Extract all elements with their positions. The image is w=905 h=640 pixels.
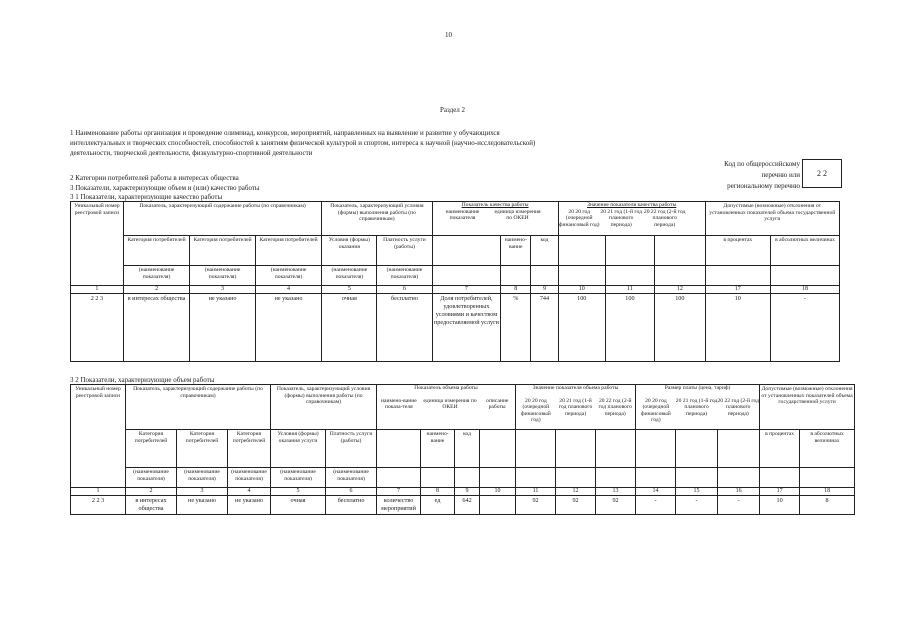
num-cell: 3 <box>190 286 255 294</box>
col-volume <box>377 385 516 430</box>
cat-1: Категория потребителей <box>126 430 177 468</box>
work-name-line2: интеллектуальных и творческих способностей, способностей к занятиям физической культурой и спортом, интереса к научной (научно-исследовательской) <box>70 139 536 147</box>
num-cell: 8 <box>421 488 455 496</box>
quality-label: Показатель качества работы <box>461 202 529 208</box>
row-cell: 92 <box>516 496 556 515</box>
row-cell: 642 <box>455 496 480 515</box>
cat-1: Категория потребителей <box>123 236 190 266</box>
year-3: 20 22 год (2-й год планового периода) <box>643 208 686 228</box>
row-cell <box>480 496 516 515</box>
col-content: Показатель, характеризующий содержание работы (по справочникам) <box>123 202 322 236</box>
row-cell: - <box>718 496 760 515</box>
volume-table <box>70 384 855 515</box>
nm-5: (наименование показателя) <box>377 266 432 286</box>
volume-label: Показатель объема работы <box>414 385 478 391</box>
year-2: 20 21 год (1-й год планового периода) <box>600 208 642 228</box>
row-cell: не указано <box>177 496 228 515</box>
year-1: 20 20 год (очередной финансовый год) <box>520 397 551 424</box>
num-cell: 4 <box>255 286 322 294</box>
payment: Платность услуги (работы) <box>326 430 377 468</box>
work-name-line1: 1 Наименование работы организация и проведение олимпиад, конкурсов, мероприятий, направленных на выявление и развитие у обучающихся <box>70 129 500 137</box>
table-row <box>71 294 840 362</box>
cat-2: Категория потребителей <box>177 430 228 468</box>
row-cell: не указано <box>255 294 322 362</box>
row-cell: ед <box>421 496 455 515</box>
num-cell: 17 <box>705 286 770 294</box>
nm-3: (наименование показателя) <box>255 266 322 286</box>
num-cell: 6 <box>377 286 432 294</box>
col-deviation: Допустимые (возможные) отклонения от установленных показателей объема государственной услуги <box>705 202 839 236</box>
num-cell: 5 <box>322 286 377 294</box>
row-cell: - <box>636 496 676 515</box>
num-cell: 18 <box>800 488 855 496</box>
code-box <box>802 159 842 188</box>
num-cell: 10 <box>480 488 516 496</box>
nm-1: (наименование показателя) <box>126 468 177 488</box>
nm-2: (наименование показателя) <box>190 266 255 286</box>
col-fee <box>636 385 760 430</box>
percent-label: в процентах <box>760 430 800 468</box>
num-cell: 4 <box>228 488 271 496</box>
num-cell: 7 <box>432 286 501 294</box>
vol-name: наимено-вание показа-теля <box>381 397 417 411</box>
code-label-3: региональному перечню <box>727 182 800 190</box>
num-cell: 12 <box>556 488 596 496</box>
nm-4: (наименование показателя) <box>322 266 377 286</box>
section-title: Раздел 2 <box>440 106 466 114</box>
row-cell: не указано <box>228 496 271 515</box>
nm-2: (наименование показателя) <box>177 468 228 488</box>
row-cell: 100 <box>558 294 605 362</box>
row-cell: бесплатно <box>326 496 377 515</box>
num-cell: 6 <box>326 488 377 496</box>
num-cell: 2 <box>126 488 177 496</box>
num-cell: 15 <box>676 488 718 496</box>
row-cell: 100 <box>605 294 654 362</box>
unit-name: наимено-вание <box>501 236 531 266</box>
year-3: 20 22 год (2-й год планового периода) <box>598 397 632 417</box>
consumer-category: 2 Категории потребителей работы в интересах общества <box>70 174 239 182</box>
col-deviation: Допустимые (возможные) отклонения от установленных показателей объема государственной услуги <box>760 385 855 430</box>
quality-table <box>70 201 840 362</box>
payment: Платность услуги (работы) <box>377 236 432 266</box>
unit-name: наимено-вание <box>421 430 455 468</box>
unit-label: единица измерения по ОКЕИ <box>494 208 541 222</box>
indicators-heading: 3 Показатели, характеризующие объем и (или) качество работы <box>70 184 260 192</box>
num-cell: 11 <box>605 286 654 294</box>
cat-3: Категория потребителей <box>255 236 322 266</box>
absolute-label: в абсолютных величинах <box>771 236 840 266</box>
num-cell: 13 <box>596 488 636 496</box>
row-cell: - <box>676 496 718 515</box>
unit-code: код <box>531 236 559 266</box>
num-cell: 12 <box>655 286 705 294</box>
row-id: 2 2 3 <box>71 496 126 515</box>
col-quality <box>432 202 558 236</box>
row-cell: очная <box>271 496 326 515</box>
row-cell: 92 <box>556 496 596 515</box>
year-2: 20 21 год (1-й год планового периода) <box>558 397 593 417</box>
year-1: 20 20 год (очередной финансовый год) <box>558 208 600 228</box>
num-cell: 9 <box>531 286 559 294</box>
num-cell: 2 <box>123 286 190 294</box>
num-cell: 8 <box>501 286 531 294</box>
nm-4: (наименование показателя) <box>271 468 326 488</box>
num-cell: 10 <box>558 286 605 294</box>
row-cell: Доля потребителей, удовлетворенных условиями и качеством предоставляемой услуги <box>432 294 501 362</box>
row-cell: 10 <box>705 294 770 362</box>
row-cell: 10 <box>760 496 800 515</box>
num-cell: 3 <box>177 488 228 496</box>
quality-subheading: 3 1 Показатели, характеризующие качество работы <box>70 193 223 201</box>
values-label: Значение показателя качества работы <box>587 202 677 208</box>
num-cell: 14 <box>636 488 676 496</box>
fee-year-1: 20 20 год (очередной финансовый год) <box>641 397 671 424</box>
num-cell: 11 <box>516 488 556 496</box>
num-cell: 7 <box>377 488 421 496</box>
row-cell: 8 <box>800 496 855 515</box>
row-cell: 100 <box>655 294 705 362</box>
row-cell: 92 <box>596 496 636 515</box>
cat-3: Категория потребителей <box>228 430 271 468</box>
cat-2: Категория потребителей <box>190 236 255 266</box>
absolute-label: в абсолютных величинах <box>800 430 855 468</box>
unit-label: единица измерения по ОКЕИ <box>423 397 477 411</box>
code-value: 2 2 <box>817 169 827 178</box>
fee-label: Размер платы (цена, тариф) <box>664 385 731 391</box>
num-cell: 16 <box>718 488 760 496</box>
code-label-2: перечню или <box>761 171 800 179</box>
nm-5: (наименование показателя) <box>326 468 377 488</box>
col-values <box>558 202 705 236</box>
code-label-1: Код по общероссийскому <box>724 160 800 168</box>
unit-code: код <box>455 430 480 468</box>
col-values <box>516 385 636 430</box>
cond-form: Условия (формы) оказания услуги <box>271 430 326 468</box>
col-conditions: Показатель, характеризующий условия (формы) выполнения работы (по справочникам) <box>271 385 377 430</box>
num-cell: 1 <box>71 488 126 496</box>
row-cell: 744 <box>531 294 559 362</box>
page-number: 10 <box>445 31 452 39</box>
num-cell: 9 <box>455 488 480 496</box>
row-cell: бесплатно <box>377 294 432 362</box>
col-unique-id: Уникальный номер реестровой записи <box>71 385 126 488</box>
row-cell: очная <box>322 294 377 362</box>
col-unique-id: Уникальный номер реестровой записи <box>71 202 124 286</box>
descr-label: описание работы <box>486 397 509 411</box>
work-name-line3: деятельности, творческой деятельности, физкультурно-спортивной деятельности <box>70 149 313 157</box>
row-cell: не указано <box>190 294 255 362</box>
row-cell: количество мероприятий <box>377 496 421 515</box>
nm-3: (наименование показателя) <box>228 468 271 488</box>
nm-1: (наименование показателя) <box>123 266 190 286</box>
percent-label: в процентах <box>705 236 770 266</box>
volume-subheading: 3 2 Показатели, характеризующие объем работы <box>70 376 215 384</box>
quality-name: наименование показателя <box>445 208 480 222</box>
row-cell: в интересах общества <box>126 496 177 515</box>
fee-year-2: 20 21 год (1-й год планового периода) <box>675 397 718 417</box>
num-cell: 17 <box>760 488 800 496</box>
col-conditions: Показатель, характеризующий условия (формы) выполнения работы (по справочникам) <box>322 202 432 236</box>
row-cell: в интересах общества <box>123 294 190 362</box>
num-cell: 1 <box>71 286 124 294</box>
row-cell: % <box>501 294 531 362</box>
fee-year-3: 20 22 год (2-й год планового периода) <box>717 397 760 417</box>
values-label: Значение показателя объема работы <box>532 385 619 391</box>
num-cell: 5 <box>271 488 326 496</box>
row-cell: - <box>771 294 840 362</box>
num-cell: 18 <box>771 286 840 294</box>
cond-form: Условия (формы) оказания <box>322 236 377 266</box>
table-row <box>71 496 855 515</box>
row-id: 2 2 3 <box>71 294 124 362</box>
col-content: Показатель, характеризующий содержание работы (по справочникам) <box>126 385 271 430</box>
